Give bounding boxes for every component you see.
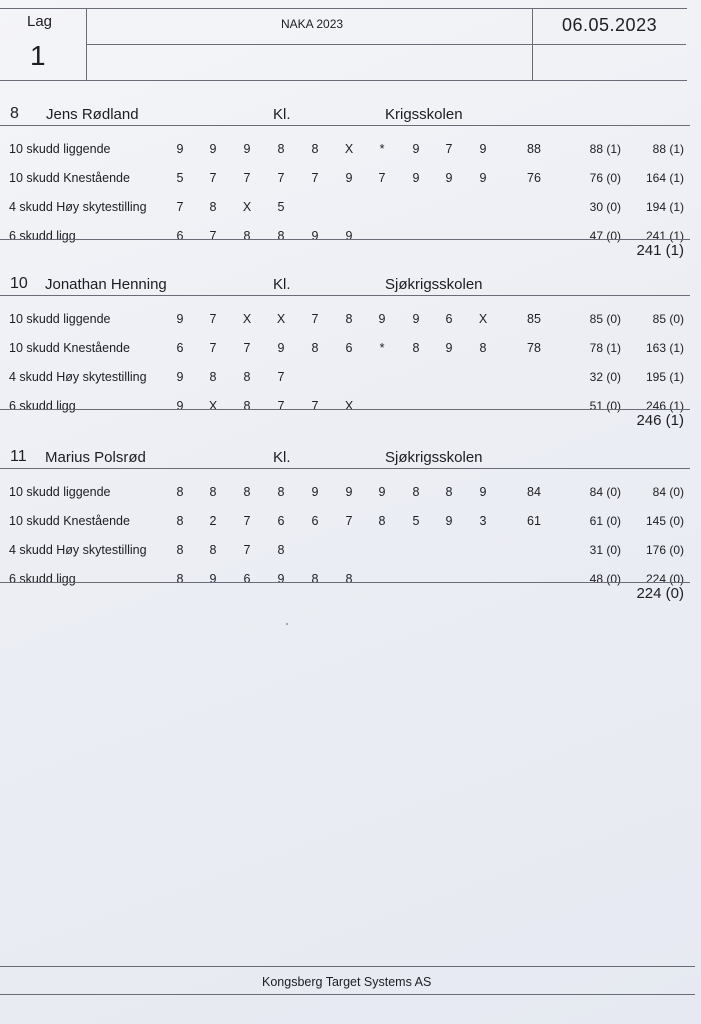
shot-score: 8 [176, 572, 184, 586]
exercise-result: 51 (0) [589, 399, 621, 413]
exercise-label: 10 skudd Knestående [9, 514, 130, 528]
shot-score: 2 [209, 514, 217, 528]
event-title: NAKA 2023 [281, 17, 344, 31]
shot-score: 8 [209, 370, 217, 384]
header-divider-left [86, 8, 87, 80]
shot-score: 7 [311, 399, 319, 413]
competitor-name: Jens Rødland [46, 106, 139, 123]
exercise-label: 10 skudd Knestående [9, 341, 130, 355]
shot-score: 7 [311, 312, 319, 326]
shot-score: X [242, 200, 252, 214]
shot-score: 6 [243, 572, 251, 586]
exercise-result: 61 (0) [589, 514, 621, 528]
shot-score: 9 [243, 142, 251, 156]
shot-score: 7 [445, 142, 453, 156]
shot-score: 9 [311, 229, 319, 243]
shot-score: 8 [311, 142, 319, 156]
shot-score: 8 [176, 485, 184, 499]
shot-score: 9 [176, 399, 184, 413]
footer-company: Kongsberg Target Systems AS [262, 975, 432, 989]
shot-score: X [344, 142, 354, 156]
competitor-header-rule [0, 125, 690, 126]
cumulative-result: 164 (1) [645, 171, 684, 185]
shot-score: 9 [209, 142, 217, 156]
shot-score: 9 [345, 485, 353, 499]
shot-score: 7 [243, 514, 251, 528]
shot-score: 8 [209, 200, 217, 214]
shot-score: 8 [378, 514, 386, 528]
shot-score: 7 [311, 171, 319, 185]
cumulative-result: 84 (0) [652, 485, 684, 499]
shot-score: 5 [176, 171, 184, 185]
shot-score: 9 [445, 341, 453, 355]
event-date: 06.05.2023 [562, 15, 658, 35]
team-label: Lag [27, 13, 53, 30]
exercise-label: 4 skudd Høy skytestilling [9, 370, 147, 384]
shot-score: 9 [378, 312, 386, 326]
cumulative-result: 176 (0) [645, 543, 684, 557]
exercise-label: 4 skudd Høy skytestilling [9, 200, 147, 214]
shot-score: 9 [277, 341, 285, 355]
shot-score: 7 [277, 171, 285, 185]
cumulative-result: 85 (0) [652, 312, 684, 326]
shot-score: 6 [445, 312, 453, 326]
series-sum: 61 [527, 514, 541, 528]
shot-score: * [379, 142, 385, 156]
shot-score: 9 [479, 485, 487, 499]
exercise-result: 30 (0) [589, 200, 621, 214]
series-sum: 76 [527, 171, 541, 185]
exercise-result: 32 (0) [589, 370, 621, 384]
shot-score: 9 [277, 572, 285, 586]
shot-score: 8 [243, 229, 251, 243]
exercise-label: 4 skudd Høy skytestilling [9, 543, 147, 557]
competitor-name: Jonathan Henning [45, 276, 167, 293]
exercise-label: 10 skudd liggende [9, 485, 111, 499]
shot-score: 7 [378, 171, 386, 185]
competitor-number: 8 [10, 105, 19, 122]
footer-bottom-rule [0, 994, 695, 995]
shot-score: 7 [209, 171, 217, 185]
exercise-result: 31 (0) [589, 543, 621, 557]
shot-score: 8 [243, 485, 251, 499]
exercise-result: 84 (0) [589, 485, 621, 499]
shot-score: 7 [209, 341, 217, 355]
shot-score: X [344, 399, 354, 413]
shot-score: 9 [479, 171, 487, 185]
shot-score: 9 [412, 171, 420, 185]
shot-score: 8 [445, 485, 453, 499]
shot-score: 8 [345, 312, 353, 326]
exercise-label: 6 skudd ligg [9, 572, 76, 586]
shot-score: 6 [176, 229, 184, 243]
exercise-label: 6 skudd ligg [9, 229, 76, 243]
shot-score: 9 [176, 370, 184, 384]
shot-score: 9 [209, 572, 217, 586]
shot-score: 6 [176, 341, 184, 355]
header-top-rule [0, 8, 687, 9]
exercise-result: 85 (0) [589, 312, 621, 326]
header-bottom-rule [0, 80, 687, 81]
team-number: 1 [30, 40, 46, 71]
exercise-label: 10 skudd liggende [9, 312, 111, 326]
shot-score: 9 [479, 142, 487, 156]
exercise-label: 10 skudd liggende [9, 142, 111, 156]
competitor-total-rule [0, 239, 690, 240]
competitor-header-rule [0, 295, 690, 296]
shot-score: 9 [345, 171, 353, 185]
shot-score: 7 [176, 200, 184, 214]
shot-score: 7 [209, 229, 217, 243]
shot-score: 6 [345, 341, 353, 355]
shot-score: 3 [479, 514, 487, 528]
competitor-total-rule [0, 409, 690, 410]
shot-score: 8 [243, 399, 251, 413]
shot-score: 9 [176, 312, 184, 326]
shot-score: X [242, 312, 252, 326]
shot-score: 9 [345, 229, 353, 243]
series-sum: 88 [527, 142, 541, 156]
exercise-label: 6 skudd ligg [9, 399, 76, 413]
exercise-result: 48 (0) [589, 572, 621, 586]
shot-score: 8 [277, 543, 285, 557]
shot-score: 9 [412, 312, 420, 326]
shot-score: 8 [277, 142, 285, 156]
cumulative-result: 163 (1) [645, 341, 684, 355]
shot-score: 8 [277, 485, 285, 499]
shot-score: 9 [311, 485, 319, 499]
shot-score: 7 [243, 341, 251, 355]
shot-score: 7 [345, 514, 353, 528]
shot-score: 5 [277, 200, 285, 214]
shot-score: 7 [243, 171, 251, 185]
shot-score: 9 [445, 514, 453, 528]
exercise-result: 88 (1) [589, 142, 621, 156]
shot-score: X [276, 312, 286, 326]
footer-top-rule [0, 966, 695, 967]
cumulative-result: 194 (1) [645, 200, 684, 214]
shot-score: 6 [311, 514, 319, 528]
cumulative-result: 145 (0) [645, 514, 684, 528]
shot-score: 7 [209, 312, 217, 326]
competitor-unit: Sjøkrigsskolen [385, 449, 483, 466]
shot-score: 9 [412, 142, 420, 156]
shot-score: X [208, 399, 218, 413]
header-divider-right [532, 8, 533, 80]
shot-score: * [379, 341, 385, 355]
shot-score: 9 [445, 171, 453, 185]
class-label: Kl. [273, 276, 291, 293]
shot-score: 8 [311, 572, 319, 586]
competitor-number: 11 [10, 448, 27, 465]
header-middle-rule [86, 44, 686, 45]
competitor-total: 246 (1) [636, 412, 684, 429]
shot-score: 8 [412, 485, 420, 499]
cumulative-result: 246 (1) [645, 399, 684, 413]
shot-score: 8 [277, 229, 285, 243]
class-label: Kl. [273, 449, 291, 466]
shot-score: 5 [412, 514, 420, 528]
exercise-result: 47 (0) [589, 229, 621, 243]
shot-score: 7 [277, 399, 285, 413]
shot-score: 9 [378, 485, 386, 499]
series-sum: 78 [527, 341, 541, 355]
series-sum: 85 [527, 312, 541, 326]
cumulative-result: 241 (1) [645, 229, 684, 243]
shot-score: 8 [209, 485, 217, 499]
competitor-total: 241 (1) [636, 242, 684, 259]
competitor-name: Marius Polsrød [45, 449, 146, 466]
cumulative-result: 224 (0) [645, 572, 684, 586]
shot-score: 6 [277, 514, 285, 528]
competitor-header-rule [0, 468, 690, 469]
series-sum: 84 [527, 485, 541, 499]
shot-score: 8 [311, 341, 319, 355]
competitor-unit: Sjøkrigsskolen [385, 276, 483, 293]
shot-score: 7 [243, 543, 251, 557]
competitor-total-rule [0, 582, 690, 583]
shot-score: 8 [345, 572, 353, 586]
shot-score: 8 [176, 543, 184, 557]
exercise-label: 10 skudd Knestående [9, 171, 130, 185]
cumulative-result: 88 (1) [652, 142, 684, 156]
shot-score: X [478, 312, 488, 326]
paper-speck [286, 623, 288, 625]
competitor-number: 10 [10, 275, 28, 292]
exercise-result: 78 (1) [589, 341, 621, 355]
shot-score: 8 [479, 341, 487, 355]
shot-score: 9 [176, 142, 184, 156]
cumulative-result: 195 (1) [645, 370, 684, 384]
shot-score: 8 [209, 543, 217, 557]
shot-score: 8 [412, 341, 420, 355]
competitor-total: 224 (0) [636, 585, 684, 602]
class-label: Kl. [273, 106, 291, 123]
exercise-result: 76 (0) [589, 171, 621, 185]
shot-score: 7 [277, 370, 285, 384]
shot-score: 8 [243, 370, 251, 384]
competitor-unit: Krigsskolen [385, 106, 463, 123]
shot-score: 8 [176, 514, 184, 528]
